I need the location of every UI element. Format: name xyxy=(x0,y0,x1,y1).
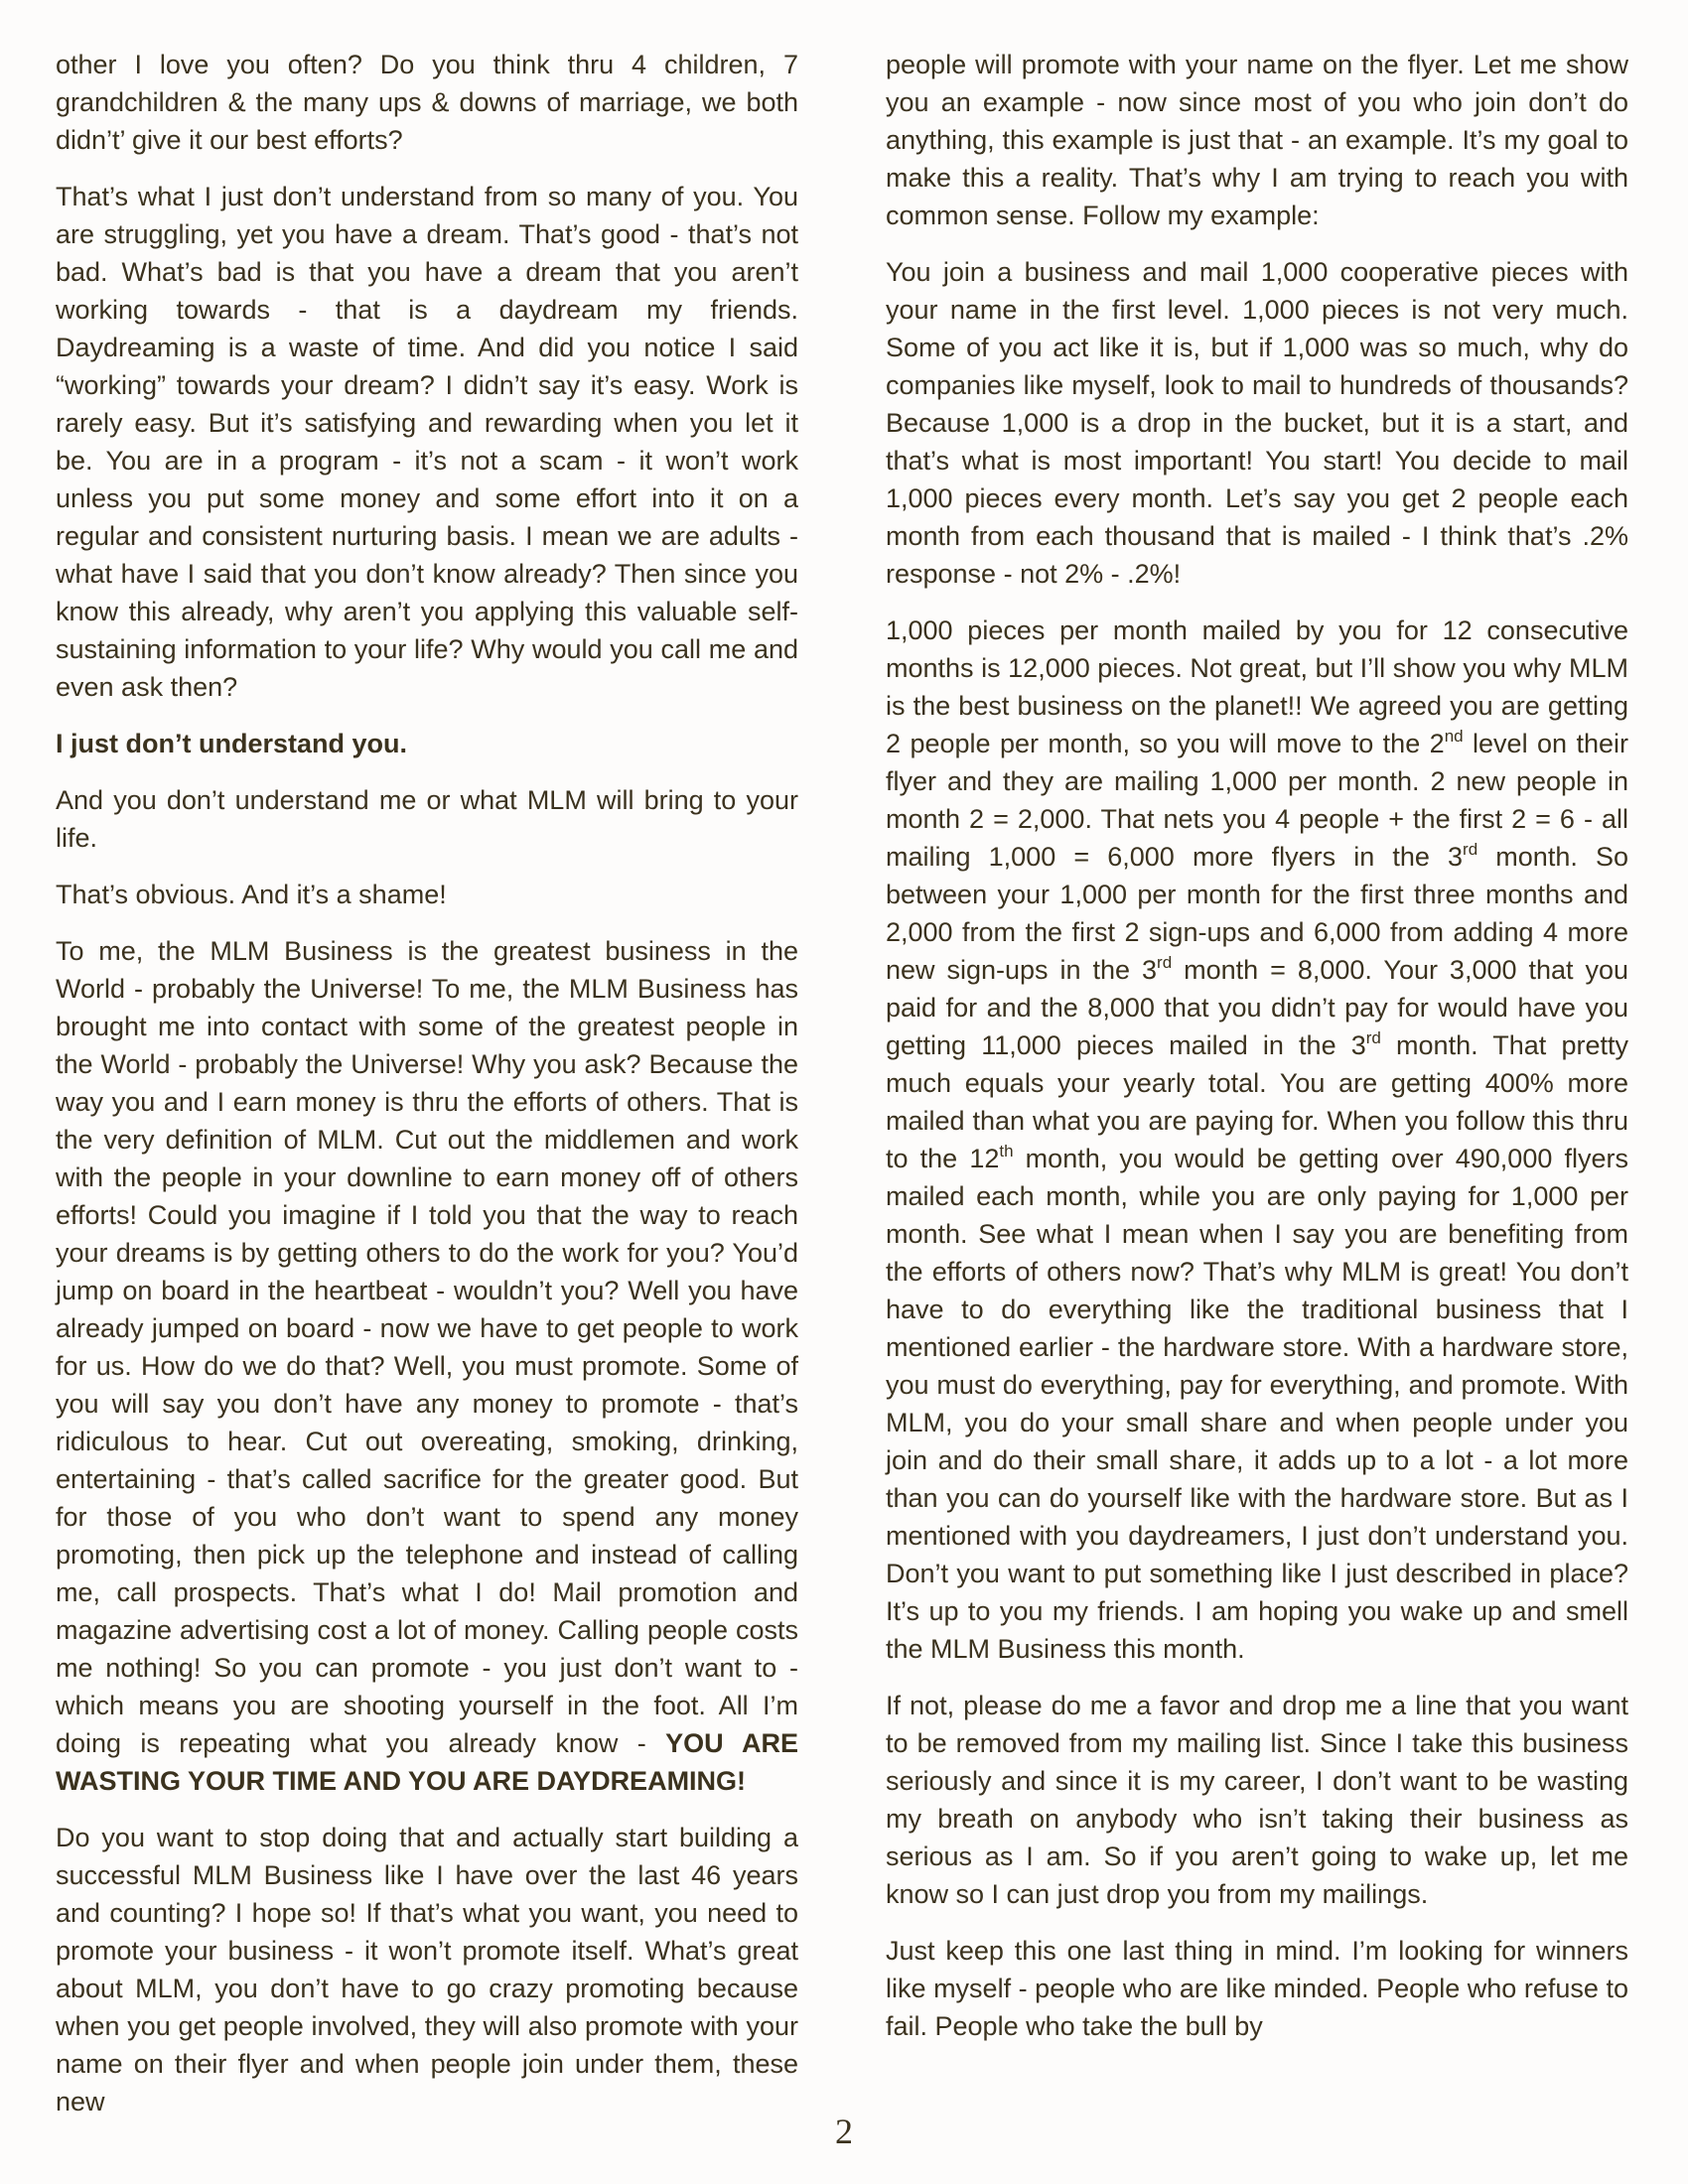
bold-text-run: YOU ARE WASTING YOUR TIME AND YOU ARE DAYDREAMING! xyxy=(56,1728,798,1796)
paragraph-struggling-dream xyxy=(56,178,798,706)
text-run: 1,000 pieces per month mailed by you for 12 consecutive months is 12,000 pieces. Not great, but I’ll show you why MLM is the best business on the planet!! We agreed you are getting 2 people per month, so you will move to the 2 xyxy=(886,615,1628,758)
text-run: And you don’t understand me or what MLM will bring to your life. xyxy=(56,785,798,853)
text-run: That’s what I just don’t understand from so many of you. You are struggling, yet you have a dream. That’s good - that’s not bad. What’s bad is that you have a dream that you aren’t working towards - that is a daydream my friends. Daydreaming is a waste of time. And did you notice I said “working” towards your dream? I didn’t say it’s easy. Work is rarely easy. But it’s satisfying and rewarding when you let it be. You are in a program - it’s not a scam - it won’t work unless you put some money and some effort into it on a regular and consistent nurturing basis. I mean we are adults - what have I said that you don’t know already? Then since you know this already, why aren’t you applying this valuable self-sustaining information to your life? Why would you call me and even ask then? xyxy=(56,182,798,702)
paragraph-remove-from-mailing-list xyxy=(886,1687,1628,1913)
paragraph-you-dont-understand-me xyxy=(56,781,798,857)
bold-text-run: I just don’t understand you. xyxy=(56,729,407,758)
text-run: If not, please do me a favor and drop me a line that you want to be removed from my mailing list. Since I take this business seriously and since it is my career, I don’t want to be wasting my breath on anybody who isn’t taking their business as serious as I am. So if you aren’t going to wake up, let me know so I can just drop you from my mailings. xyxy=(886,1691,1628,1909)
text-run: Do you want to stop doing that and actually start building a successful MLM Business like I have over the last 46 years and counting? I hope so! If that’s what you want, you need to promote your business - it won’t promote itself. What’s great about MLM, you don’t have to go crazy promoting because when you get people involved, they will also promote with your name on their flyer and when people join under them, these new xyxy=(56,1823,798,2116)
superscript-ordinal: nd xyxy=(1444,727,1464,746)
paragraph-marriage-continuation xyxy=(56,46,798,159)
text-run: Just keep this one last thing in mind. I’m looking for winners like myself - people who are like minded. People who refuse to fail. People who take the bull by xyxy=(886,1936,1628,2041)
superscript-ordinal: rd xyxy=(1463,840,1478,859)
paragraph-12000-pieces-math xyxy=(886,612,1628,1668)
right-column xyxy=(886,46,1628,2139)
page-number: 2 xyxy=(835,2112,853,2151)
text-run: level on their flyer and they are mailing 1,000 per month. 2 new people in month 2 = 2,000. That nets you 4 people + the first 2 = 6 - all mailing 1,000 = 6,000 more flyers in the 3 xyxy=(886,729,1629,872)
text-run: people will promote with your name on the flyer. Let me show you an example - now since most of you who join don’t do anything, this example is just that - an example. It’s my goal to make this a reality. That’s why I am trying to reach you with common sense. Follow my example: xyxy=(886,50,1628,230)
paragraph-promote-flyer-example xyxy=(886,46,1628,234)
text-run: month, you would be getting over 490,000 flyers mailed each month, while you are only paying for 1,000 per month. See what I mean when I say you are benefiting from the efforts of others now? That’s why MLM is great! You don’t have to do everything like the traditional business that I mentioned earlier - the hardware store. With a hardware store, you must do everything, pay for everything, and promote. With MLM, you do your small share and when people under you join and do their small share, it adds up to a lot - a lot more than you can do yourself like with the hardware store. But as I mentioned with you daydreamers, I just don’t understand you. Don’t you want to put something like I just described in place? It’s up to you my friends. I am hoping you wake up and smell the MLM Business this month. xyxy=(886,1144,1628,1664)
superscript-ordinal: th xyxy=(999,1142,1014,1160)
heading-i-just-dont-understand-you xyxy=(56,725,798,762)
paragraph-join-business-mail-1000 xyxy=(886,253,1628,593)
superscript-ordinal: rd xyxy=(1365,1028,1381,1047)
superscript-ordinal: rd xyxy=(1157,953,1173,972)
left-column xyxy=(56,46,798,2139)
text-run: month. So between your 1,000 per month for the first three months and 2,000 from the first 2 sign-ups and 6,000 from adding 4 more new sign-ups in the 3 xyxy=(886,842,1628,985)
paragraph-stop-daydreaming-start-building xyxy=(56,1819,798,2120)
text-run: You join a business and mail 1,000 cooperative pieces with your name in the first level. 1,000 pieces is not very much. Some of you act like it is, but if 1,000 was so much, why do companies like myself, look to mail to hundreds of thousands? Because 1,000 is a drop in the bucket, but it is a start, and that’s what is most important! You start! You decide to mail 1,000 pieces every month. Let’s say you get 2 people each month from each thousand that is mailed - I think that’s .2% response - not 2% - .2%! xyxy=(886,257,1628,589)
page-footer xyxy=(0,2111,1688,2152)
text-run: month = 8,000. Your 3,000 that you paid for and the 8,000 that you didn’t pay for would have you getting 11,000 pieces mailed in the 3 xyxy=(886,955,1629,1060)
text-run: month. That pretty much equals your yearly total. You are getting 400% more mailed than what you are paying for. When you follow this thru to the 12 xyxy=(886,1030,1628,1173)
text-run: That’s obvious. And it’s a shame! xyxy=(56,880,447,909)
paragraph-thats-obvious xyxy=(56,876,798,913)
text-run: To me, the MLM Business is the greatest business in the World - probably the Universe! To me, the MLM Business has brought me into contact with some of the greatest people in the World - probably the Universe! Why you ask? Because the way you and I earn money is thru the efforts of others. That is the very definition of MLM. Cut out the middlemen and work with the people in your downline to earn money off of others efforts! Could you imagine if I told you that the way to reach your dreams is by getting others to do the work for you? You’d jump on board in the heartbeat - wouldn’t you? Well you have already jumped on board - now we have to get people to work for us. How do we do that? Well, you must promote. Some of you will say you don’t have any money to promote - that’s ridiculous to hear. Cut out overeating, smoking, drinking, entertaining - that’s called sacrifice for the greater good. But for those of you who don’t want to spend any money promoting, then pick up the telephone and instead of calling me, call prospects. That’s what I do! Mail promotion and magazine advertising cost a lot of money. Calling people costs me nothing! So you can promote - you just don’t want to - which means you are shooting yourself in the foot. All I’m doing is repeating what you already know - xyxy=(56,936,798,1758)
paragraph-looking-for-winners xyxy=(886,1932,1628,2045)
text-run: other I love you often? Do you think thru 4 children, 7 grandchildren & the many ups & downs of marriage, we both didn’t’ give it our best efforts? xyxy=(56,50,798,155)
paragraph-mlm-greatest-business xyxy=(56,932,798,1800)
